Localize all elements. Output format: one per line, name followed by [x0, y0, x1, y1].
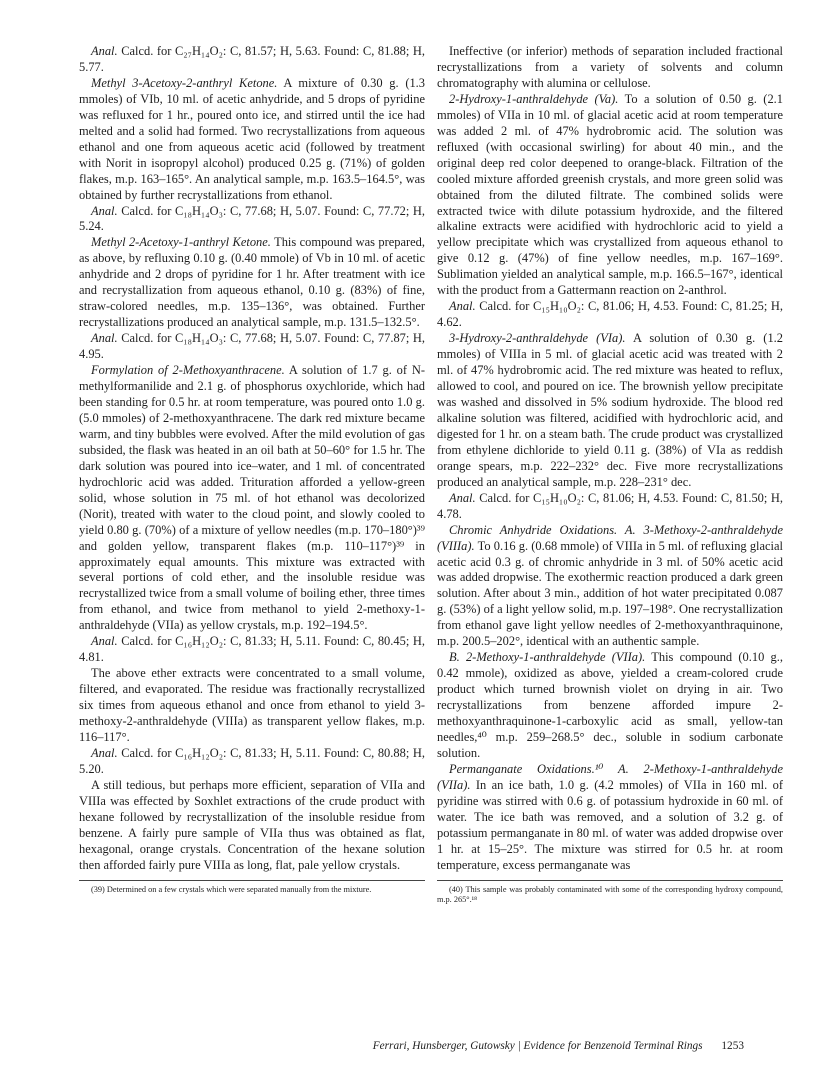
- page-number: 1253: [721, 1040, 744, 1052]
- analysis-paragraph: [437, 491, 783, 523]
- paragraph-heading: B. 2-Methoxy-1-anthraldehyde (VIIa).: [449, 650, 646, 665]
- procedure-paragraph: [79, 363, 425, 634]
- paragraph-heading: Methyl 3-Acetoxy-2-anthryl Ketone.: [91, 75, 278, 90]
- paragraph-text: Calcd. for C₁₆H₁₂O₂: C, 81.33; H, 5.11. Found: C, 80.88; H, 5.20.: [79, 745, 425, 776]
- analysis-paragraph: [79, 634, 425, 666]
- procedure-paragraph: [437, 92, 783, 299]
- paragraph-text: To 0.16 g. (0.68 mmole) of VIIIa in 5 ml. of refluxing glacial acetic acid 0.3 g. of chromic anhydride in 3 ml. of 50% acetic acid was added dropwise. The exothermic reaction produced a dark green solution. After about 3 min., addition of hot water precipitated 0.087 g. (53%) of a light yellow solid, m.p. 197–198°. One recrystallization from ethanol gave light yellow needles of 2-methoxyanthraquinone, m.p. 200.5–202°, identical with an authentic sample.: [437, 538, 783, 649]
- paragraph-text: Ineffective (or inferior) methods of separation included fractional recrystallizations from a variety of solvents and column chromatography with alumina or cellulose.: [437, 44, 783, 90]
- analysis-label: Anal.: [91, 44, 118, 58]
- footnote: (40) This sample was probably contaminated with some of the corresponding hydroxy compound, m.p. 265°.¹⁸: [437, 884, 783, 904]
- left-column: [79, 44, 425, 895]
- analysis-label: Anal.: [449, 299, 476, 314]
- paragraph-text: A still tedious, but perhaps more efficient, separation of VIIa and VIIIa was effected by Soxhlet extractions of the crude product with hexane followed by recrystallization of the insoluble residue from benzene. A fairly pure sample of VIIa thus was obtained as flat, hexagonal, orange crystals. Concentration of the hexane solution then afforded fairly pure VIIIa as long, flat, pale yellow crystals.: [79, 777, 425, 872]
- paragraph-heading: Chromic Anhydride Oxidations. A. 3-Methoxy-2-anthraldehyde (VIIIa).: [437, 522, 783, 553]
- analysis-label: Anal.: [449, 490, 476, 505]
- paragraph-heading: 3-Hydroxy-2-anthraldehyde (VIa).: [449, 331, 626, 346]
- procedure-paragraph: [79, 235, 425, 331]
- right-column: [437, 44, 783, 905]
- analysis-paragraph: [79, 44, 425, 76]
- paragraph-text: A mixture of 0.30 g. (1.3 mmoles) of VIb, 10 ml. of acetic anhydride, and 5 drops of pyridine was refluxed for 1 hr., poured onto ice, and stirred until the ice had melted and a solid had formed. Two recrystallizations from aqueous ethanol and one from aqueous acetic acid (followed by treatment with Norit in isopropyl alcohol) produced 0.25 g. (71%) of golden flakes, m.p. 163–165°. An analytical sample, m.p. 163.5–164.5°, was obtained by further recrystallizations from ethanol.: [79, 75, 426, 202]
- footnote-divider: [437, 880, 783, 881]
- paragraph-text: Calcd. for C₁₈H₁₄O₃: C, 77.68; H, 5.07. Found: C, 77.72; H, 5.24.: [79, 203, 426, 234]
- procedure-paragraph: [79, 778, 425, 874]
- paragraph-text: Calcd. for C₁₈H₁₄O₃: C, 77.68; H, 5.07. Found: C, 77.87; H, 4.95.: [79, 331, 426, 362]
- paragraph-text: Calcd. for C₁₅H₁₀O₂: C, 81.06; H, 4.53. Found: C, 81.50; H, 4.78.: [437, 490, 784, 521]
- procedure-paragraph: [437, 331, 783, 491]
- paragraph-text: The above ether extracts were concentrated to a small volume, filtered, and evaporated. The residue was fractionally recrystallized six times from aqueous ethanol and once from ethanol to yield 3-methoxy-2-anthraldehyde (VIIIa) as transparent yellow flakes, m.p. 116–117°.: [79, 666, 425, 744]
- paragraph-heading: 2-Hydroxy-1-anthraldehyde (Va).: [449, 91, 619, 106]
- paragraph-text: Calcd. for C₁₅H₁₀O₂: C, 81.06; H, 4.53. Found: C, 81.25; H, 4.62.: [437, 299, 784, 330]
- procedure-paragraph: [437, 650, 783, 762]
- paragraph-text: Calcd. for C₁₆H₁₂O₂: C, 81.33; H, 5.11. Found: C, 80.45; H, 4.81.: [79, 634, 425, 665]
- procedure-paragraph: [79, 76, 425, 204]
- footnote-divider: [79, 880, 425, 881]
- analysis-paragraph: [79, 746, 425, 778]
- paragraph-text: Calcd. for C₂₇H₁₄O₂: C, 81.57; H, 5.63. Found: C, 81.88; H, 5.77.: [79, 44, 426, 74]
- analysis-label: Anal.: [91, 203, 118, 218]
- analysis-label: Anal.: [91, 634, 118, 649]
- procedure-paragraph: [437, 44, 783, 92]
- paragraph-heading: Methyl 2-Acetoxy-1-anthryl Ketone.: [91, 235, 271, 250]
- paragraph-heading: Formylation of 2-Methoxyanthracene.: [91, 363, 285, 378]
- procedure-paragraph: [437, 523, 783, 651]
- page-footer: [300, 1040, 744, 1052]
- paragraph-text: To a solution of 0.50 g. (2.1 mmoles) of VIIa in 10 ml. of glacial acetic acid at room temperature was added 2 ml. of 47% hydrobromic acid. The solution was refluxed (with occasional swirling) for about 40 min., and the original deep red color deepened to orange-black. Filtration of the cooled mixture afforded greenish crystals, and more green solid was obtained from the diluted filtrate. The combined solids were extracted twice with dilute potassium hydroxide, and the filtered alkaline extracts were acidified with hydrochloric acid to yield a yellow precipitate which was crystallized from aqueous ethanol to give 0.12 g. (47%) of fine yellow needles, m.p. 167–169°. Sublimation yielded an analytical sample, m.p. 166.5–167°, identical with the product from a Gattermann reaction on 2-anthrol.: [437, 91, 783, 298]
- analysis-paragraph: [79, 331, 425, 363]
- procedure-paragraph: [437, 762, 783, 874]
- paragraph-text: This compound (0.10 g., 0.42 mmole), oxidized as above, yielded a cream-colored crude product which turned brownish violet on drying in air. Two recrystallizations from benzene afforded impure 2-methoxyanthraquinone-1-carboxylic acid as small, yellow-tan needles,⁴⁰ m.p. 259–268.5° dec., soluble in sodium carbonate solution.: [437, 650, 783, 760]
- footnote: (39) Determined on a few crystals which were separated manually from the mixture.: [91, 884, 372, 894]
- paragraph-text: In an ice bath, 1.0 g. (4.2 mmoles) of VIIa in 160 ml. of pyridine was stirred with 0.6 g. of potassium hydroxide in 60 ml. of water. The ice bath was removed, and a solution of 3.2 g. of potassium permanganate in 80 ml. of water was added dropwise over 1 hr. at 15–25°. The mixture was stirred for 0.5 hr. at room temperature, excess permanganate was: [437, 777, 783, 872]
- procedure-paragraph: [79, 666, 425, 746]
- running-title: Ferrari, Hunsberger, Gutowsky | Evidence for Benzenoid Terminal Rings: [372, 1040, 703, 1052]
- analysis-paragraph: [437, 299, 783, 331]
- paragraph-text: A solution of 1.7 g. of N-methylformanilide and 2.1 g. of phosphorus oxychloride, which had been standing for 0.5 hr. at room temperature, was poured onto 1.0 g. (5.0 mmoles) of 2-methoxyanthracene. The dark red mixture became warm, and tiny bubbles were evolved. After the mild evolution of gas subsided, the flask was heated in an oil bath at 50–60° for 1.5 hr. The dark solution was poured into ice–water, and 1 ml. of concentrated hydrochloric acid was added. Trituration afforded a yellow-green solid, whose solution in 75 ml. of hot ethanol was decolorized (Norit), treated with water to the cloud point, and slowly cooled to yield 0.80 g. (70%) of a mixture of yellow needles (m.p. 170–180°)³⁹ and golden yellow, transparent flakes (m.p. 110–117°)³⁹ in approximately equal amounts. This mixture was extracted with several portions of cold ether, and the insoluble residue was recrystallized twice from a small volume of boiling ether, three times from ethanol, and twice from methanol to yield 2-methoxy-1-anthraldehyde (VIIa) as yellow crystals, m.p. 192–194.5°.: [79, 363, 425, 633]
- paragraph-text: This compound was prepared, as above, by refluxing 0.10 g. (0.40 mmole) of Vb in 10 ml. of acetic anhydride and 2 drops of pyridine for 1 hr. After treatment with ice and recrystallization from aqueous ethanol, 0.10 g. (83%) of fine, straw-colored needles, m.p. 135–136°, was obtained. Further recrystallizations produced an analytical sample, m.p. 131.5–132.5°.: [79, 235, 425, 330]
- analysis-paragraph: [79, 204, 425, 236]
- analysis-label: Anal.: [91, 331, 118, 346]
- paragraph-text: A solution of 0.30 g. (1.2 mmoles) of VIIIa in 5 ml. of glacial acetic acid was treated with 2 ml. of 47% hydrobromic acid. The red mixture was heated to reflux, allowed to cool, and poured on ice. The brownish yellow precipitate was washed and dissolved in 5% sodium hydroxide. The blood red alkaline solution was filtered, acidified with hydrochloric acid, and digested for 1 hr. on a steam bath. The crude product was crystallized from ethylene dichloride to yield 0.11 g. (38%) of VIa as reddish orange spears, m.p. 222–232° dec. Five more recrystallizations produced an analytical sample, m.p. 228–231° dec.: [437, 331, 783, 489]
- analysis-label: Anal.: [91, 745, 118, 760]
- paragraph-heading: Permanganate Oxidations.¹⁰ A. 2-Methoxy-1-anthraldehyde (VIIa).: [437, 761, 783, 792]
